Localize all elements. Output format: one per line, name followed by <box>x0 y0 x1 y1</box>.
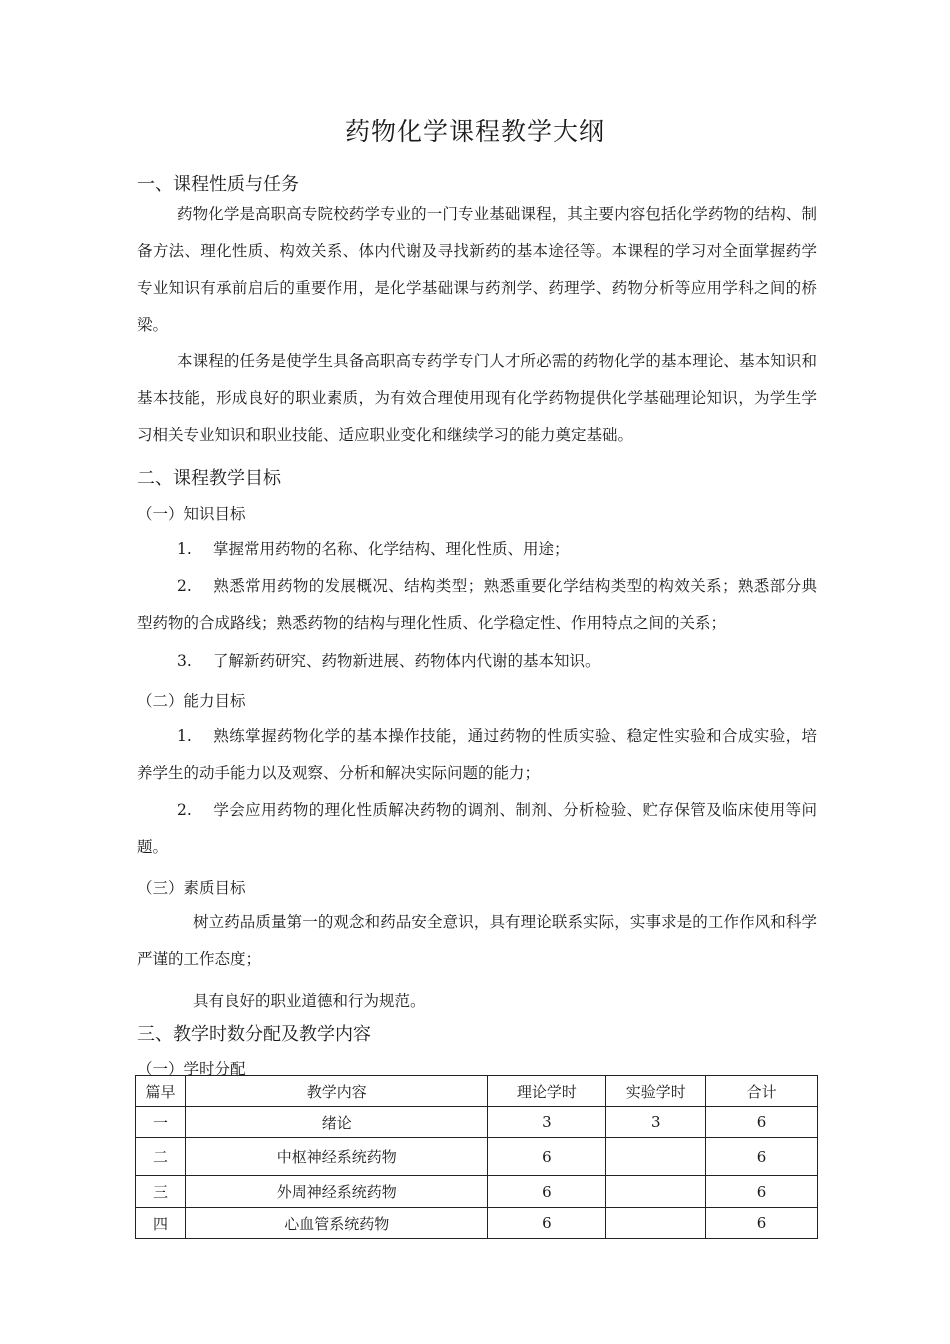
list-item-knowledge-2 <box>137 568 817 642</box>
paragraph-course-task: 本课程的任务是使学生具备高职高专药学专门人才所必需的药物化学的基本理论、基本知识和基本技能，形成良好的职业素质，为有效合理使用现有化学药物提供化学基础理论知识，为学生学习相关专业知识和职业技能、适应职业变化和继续学习的能力奠定基础。 <box>137 352 817 444</box>
section-heading-nature: 一、课程性质与任务 <box>137 174 299 195</box>
document-title: 药物化学课程教学大纲 <box>344 117 605 146</box>
subheading-knowledge: （一）知识目标 <box>137 505 246 523</box>
header-lab-hours: 实验学时 <box>606 1076 706 1107</box>
list-text: 了解新药研究、药物新进展、药物体内代谢的基本知识。 <box>213 652 601 670</box>
section-heading-objectives: 二、课程教学目标 <box>137 468 281 489</box>
cell-chapter: 四 <box>136 1208 186 1239</box>
cell-chapter: 二 <box>136 1138 186 1176</box>
cell-content: 绪论 <box>185 1107 488 1138</box>
paragraph-course-nature: 药物化学是高职高专院校药学专业的一门专业基础课程，其主要内容包括化学药物的结构、制备方法、理化性质、构效关系、体内代谢及寻找新药的基本途径等。本课程的学习对全面掌握药学专业知识有承前启后的重要作用，是化学基础课与药剂学、药理学、药物分析等应用学科之间的桥梁。 <box>137 205 817 334</box>
cell-lab-hours: 3 <box>606 1107 706 1138</box>
list-item-ability-2 <box>137 792 817 866</box>
subheading-hour-allocation: （一）学时分配 <box>137 1060 246 1078</box>
list-item-ability-1 <box>137 718 817 792</box>
paragraph-quality-1: 树立药品质量第一的观念和药品安全意识，具有理论联系实际，实事求是的工作作风和科学严谨的工作态度； <box>137 913 817 968</box>
cell-lab-hours <box>606 1138 706 1176</box>
list-text: 学会应用药物的理化性质解决药物的调剂、制剂、分析检验、贮存保管及临床使用等问题。 <box>137 801 817 856</box>
cell-content: 心血管系统药物 <box>185 1208 488 1239</box>
list-text: 熟练掌握药物化学的基本操作技能，通过药物的性质实验、稳定性实验和合成实验，培养学生的动手能力以及观察、分析和解决实际问题的能力； <box>137 727 817 782</box>
cell-theory-hours: 3 <box>488 1107 606 1138</box>
table-row <box>136 1138 818 1176</box>
cell-content: 中枢神经系统药物 <box>185 1138 488 1176</box>
cell-chapter: 一 <box>136 1107 186 1138</box>
subheading-ability: （二）能力目标 <box>137 692 246 710</box>
cell-theory-hours: 6 <box>488 1138 606 1176</box>
paragraph-quality-2: 具有良好的职业道德和行为规范。 <box>193 992 426 1010</box>
table-row <box>136 1176 818 1208</box>
list-text: 掌握常用药物的名称、化学结构、理化性质、用途； <box>213 540 570 558</box>
list-number: 1. <box>177 540 192 558</box>
list-number: 1. <box>177 727 192 745</box>
header-total: 合计 <box>706 1076 818 1107</box>
cell-total: 6 <box>706 1107 818 1138</box>
header-content: 教学内容 <box>185 1076 488 1107</box>
table-row <box>136 1107 818 1138</box>
cell-theory-hours: 6 <box>488 1176 606 1208</box>
list-number: 2. <box>177 577 192 595</box>
cell-theory-hours: 6 <box>488 1208 606 1239</box>
list-text: 熟悉常用药物的发展概况、结构类型；熟悉重要化学结构类型的构效关系；熟悉部分典型药物的合成路线；熟悉药物的结构与理化性质、化学稳定性、作用特点之间的关系； <box>137 577 817 632</box>
list-number: 3. <box>177 652 192 670</box>
list-item-knowledge-1 <box>137 531 817 568</box>
cell-total: 6 <box>706 1138 818 1176</box>
list-number: 2. <box>177 801 192 819</box>
header-theory-hours: 理论学时 <box>488 1076 606 1107</box>
table-header-row <box>136 1076 818 1107</box>
cell-total: 6 <box>706 1176 818 1208</box>
cell-content: 外周神经系统药物 <box>185 1176 488 1208</box>
list-item-knowledge-3 <box>137 643 817 680</box>
cell-chapter: 三 <box>136 1176 186 1208</box>
cell-lab-hours <box>606 1176 706 1208</box>
subheading-quality: （三）素质目标 <box>137 879 246 897</box>
cell-total: 6 <box>706 1208 818 1239</box>
section-heading-hours: 三、教学时数分配及教学内容 <box>137 1024 371 1045</box>
table-row <box>136 1208 818 1239</box>
header-chapter: 篇早 <box>136 1076 186 1107</box>
hours-table <box>135 1075 818 1239</box>
cell-lab-hours <box>606 1208 706 1239</box>
